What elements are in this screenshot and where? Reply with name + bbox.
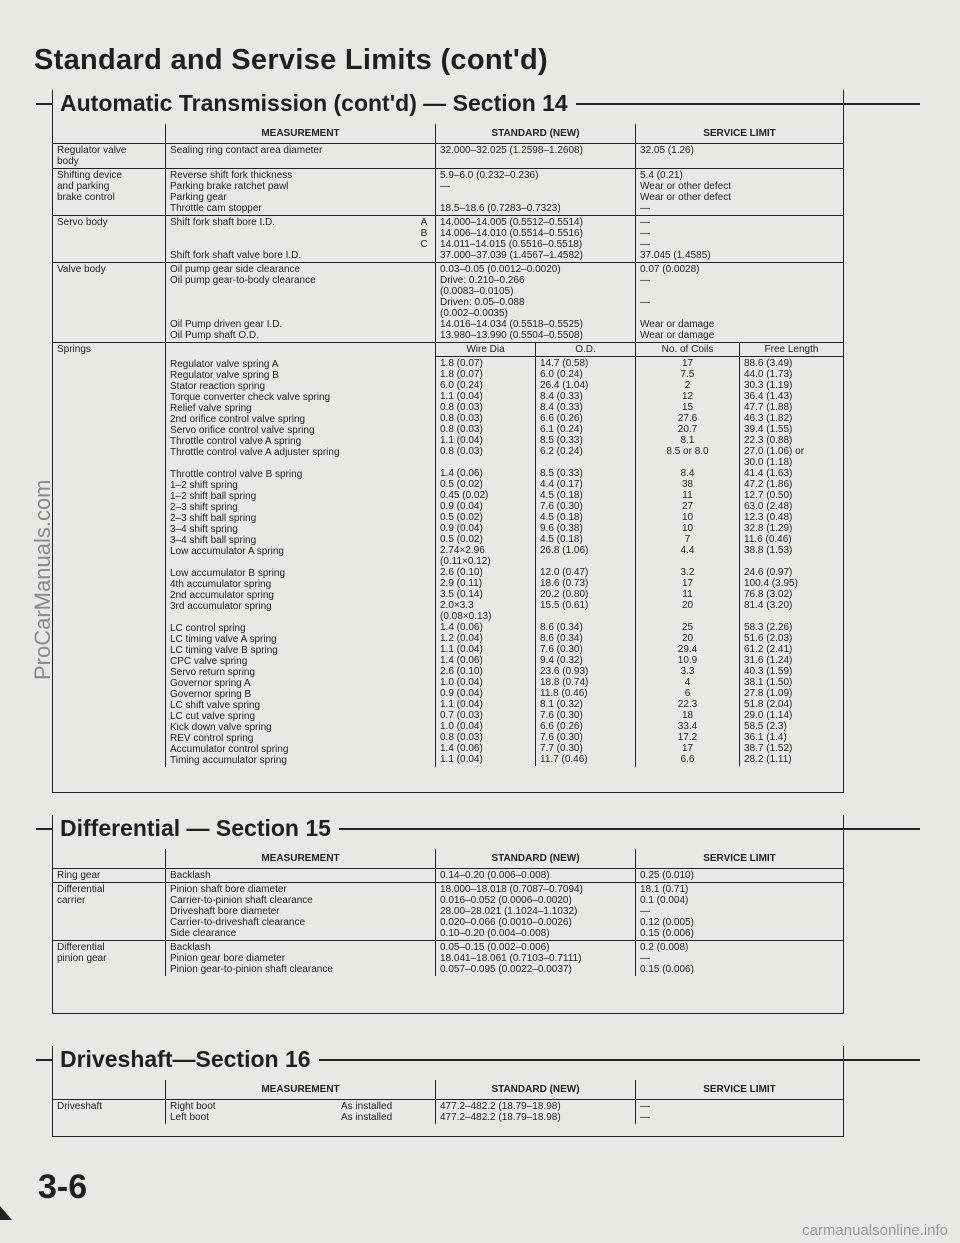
drive-table-box (52, 1080, 844, 1137)
at-table (53, 124, 843, 767)
row-standard: 18.000–18.018 (0.7087–0.7094) 0.016–0.052 (0.0006–0.0020) 28.00–28.021 (1.1024–1.1032) 0.020–0.066 (0.0010–0.0026) 0.10–0.20 (0.004–0.008) (436, 883, 636, 941)
section-title-drive: Driveshaft—Section 16 (60, 1046, 311, 1072)
springs-row (53, 343, 843, 768)
spring-coils-table (636, 343, 843, 766)
col-header-standard: STANDARD (NEW) (436, 124, 636, 144)
row-category: Regulator valve body (53, 144, 166, 169)
table-row (53, 883, 843, 941)
row-service: 0.25 (0.010) (636, 869, 844, 883)
col-header-wire: Wire Dia (436, 343, 536, 357)
col-header-measurement: MEASUREMENT (166, 849, 436, 869)
table-row (53, 941, 843, 977)
bore-letters: A B C (420, 217, 428, 250)
col-header-service: SERVICE LIMIT (636, 849, 844, 869)
spring-dims-table (436, 343, 635, 766)
watermark-bottom: carmanualsonline.info (802, 1222, 948, 1239)
section-heading-diff (36, 815, 920, 842)
table-row (53, 1100, 843, 1125)
col-header-od: O.D. (536, 343, 636, 357)
section-heading-at (36, 90, 920, 117)
row-standard: 0.14–0.20 (0.006–0.008) (436, 869, 636, 883)
diff-table (53, 849, 843, 976)
section-title-at: Automatic Transmission (cont'd) — Section 14 (60, 90, 568, 116)
row-category: Ring gear (53, 869, 166, 883)
spring-od: 14.7 (0.58) 6.0 (0.24) 26.4 (1.04) 8.4 (0.33) 8.4 (0.33) 6.6 (0.26) 6.1 (0.24) 8.5 (0.33) 6.2 (0.24) 8.5 (0.33) 4.4 (0.17) 4.5 (0.18) 7.6 (0.30) 4.5 (0.18) 9.6 (0.38) 4.5 (0.18) 26.8 (1.06) 12.0 (0.47) 18.6 (0.73) 20.2 (0.80) 15.5 (0.61) 8.6 (0.34) 8.6 (0.34) 7.6 (0.30) 9.4 (0.32) 23.6 (0.93) 18.8 (0.74) 11.8 (0.46) 8.1 (0.32) 7.6 (0.30) 6.6 (0.26) 7.6 (0.30) 7.7 (0.30) 11.7 (0.46) (540, 358, 589, 765)
row-measurement: Backlash Pinion gear bore diameter Pinion gear-to-pinion shaft clearance (166, 941, 436, 977)
page-number: 3-6 (38, 1168, 88, 1206)
at-table-box (52, 124, 844, 793)
col-header-measurement: MEASUREMENT (166, 1080, 436, 1100)
row-service: 32.05 (1.26) (636, 144, 844, 169)
row-standard: 5.9–6.0 (0.232–0.236) — 18.5–18.6 (0.7283–0.7323) (436, 169, 636, 216)
col-header-service: SERVICE LIMIT (636, 124, 844, 144)
row-standard: 477.2–482.2 (18.79–18.98) 477.2–482.2 (18.79–18.98) (436, 1100, 636, 1125)
table-row (53, 144, 843, 169)
row-standard: 0.03–0.05 (0.0012–0.0020) Drive: 0.210–0.266 (0.0083–0.0105) Driven: 0.05–0.088 (0.002–0.0035) 14.016–14.034 (0.5518–0.5525) 13.980–13.990 (0.5504–0.5508) (436, 263, 636, 343)
row-standard: 32.000–32.025 (1.2598–1.2608) (436, 144, 636, 169)
row-standard: 0.05–0.15 (0.002–0.006) 18.041–18.061 (0.7103–0.7111) 0.057–0.095 (0.0022–0.0037) (436, 941, 636, 977)
row-measurement: Oil pump gear side clearance Oil pump gear-to-body clearance Oil Pump driven gear I.D. Oil Pump shaft O.D. (166, 263, 436, 343)
section-title-diff: Differential — Section 15 (60, 815, 331, 841)
col-header-service: SERVICE LIMIT (636, 1080, 844, 1100)
row-measurement: Backlash (166, 869, 436, 883)
row-category: Differential carrier (53, 883, 166, 941)
spring-coils: 17 7.5 2 12 15 27.6 20.7 8.1 8.5 or 8.0 8.4 38 11 27 10 10 7 4.4 3.2 17 11 20 25 20 29.4 10.9 3.3 4 6 22.3 18 33.4 17.2 17 6.6 (636, 357, 740, 767)
row-category: Driveshaft (53, 1100, 166, 1125)
row-measurement: Right boot Left boot (170, 1101, 216, 1123)
table-row (53, 263, 843, 343)
row-measurement: Pinion shaft bore diameter Carrier-to-pinion shaft clearance Driveshaft bore diameter Carrier-to-driveshaft clearance Side clearance (166, 883, 436, 941)
row-standard: 14.000–14.005 (0.5512–0.5514) 14.006–14.010 (0.5514–0.5516) 14.011–14.015 (0.5516–0.5518) 37.000–37.039 (1.4567–1.4582) (436, 216, 636, 263)
row-service: 0.07 (0.0028) — — Wear or damage Wear or damage (636, 263, 844, 343)
watermark-left: ProCarManuals.com (30, 479, 55, 680)
row-service: 18.1 (0.71) 0.1 (0.004) — 0.12 (0.005) 0.15 (0.006) (636, 883, 844, 941)
row-service: 5.4 (0.21) Wear or other defect Wear or other defect — (636, 169, 844, 216)
col-header-standard: STANDARD (NEW) (436, 849, 636, 869)
table-row (53, 869, 843, 883)
drive-table (53, 1080, 843, 1124)
diff-table-box (52, 849, 844, 1014)
row-service: — — (640, 1101, 650, 1123)
spring-wire-dia: 1.8 (0.07) 1.8 (0.07) 6.0 (0.24) 1.1 (0.04) 0.8 (0.03) 0.8 (0.03) 0.8 (0.03) 1.1 (0.04) 0.8 (0.03) 1.4 (0.06) 0.5 (0.02) 0.45 (0.02) 0.9 (0.04) 0.5 (0.02) 0.9 (0.04) 0.5 (0.02) 2.74×2.96 (0.11×0.12) 2.6 (0.10) 2.9 (0.11) 3.5 (0.14) 2.0×3.3 (0.08×0.13) 1.4 (0.06) 1.2 (0.04) 1.1 (0.04) 1.4 (0.06) 2.6 (0.10) 1.0 (0.04) 0.9 (0.04) 1.1 (0.04) 0.7 (0.03) 1.0 (0.04) 0.8 (0.03) 1.4 (0.06) 1.1 (0.04) (436, 357, 536, 767)
page-title: Standard and Servise Limits (cont'd) (34, 44, 549, 76)
col-header-measurement: MEASUREMENT (166, 124, 436, 144)
corner-mark (0, 1206, 12, 1220)
at-header-row (53, 124, 843, 144)
col-header-coils: No. of Coils (636, 343, 740, 357)
row-category: Springs (53, 343, 166, 768)
row-condition: As installed As installed (341, 1101, 393, 1123)
section-heading-drive (36, 1046, 920, 1073)
spring-names: Regulator valve spring A Regulator valve spring B Stator reaction spring Torque converter check valve spring Relief valve spring 2nd orifice control valve spring Servo orifice control valve spring Throttle control valve A spring Throttle control valve A adjuster spring Throttle control valve B spring 1–2 shift spring 1–2 shift ball spring 2–3 shift spring 2–3 shift ball spring 3–4 shift spring 3–4 shift ball spring Low accumulator A spring Low accumulator B spring 4th accumulator spring 2nd accumulator spring 3rd accumulator spring LC control spring LC timing valve A spring LC timing valve B spring CPC valve spring Servo return spring Governor spring A Governor spring B LC shift valve spring LC cut valve spring Kick down valve spring REV control spring Accumulator control spring Timing accumulator spring (166, 343, 436, 768)
row-category: Differential pinion gear (53, 941, 166, 977)
col-header-standard: STANDARD (NEW) (436, 1080, 636, 1100)
table-row (53, 216, 843, 263)
row-measurement: Reverse shift fork thickness Parking brake ratchet pawl Parking gear Throttle cam stopper (166, 169, 436, 216)
col-header-free-length: Free Length (740, 343, 844, 357)
row-measurement: Shift fork shaft bore I.D. Shift fork shaft valve bore I.D. (170, 217, 302, 261)
row-category: Shifting device and parking brake control (53, 169, 166, 216)
row-service: — — — 37.045 (1.4585) (636, 216, 844, 263)
row-category: Valve body (53, 263, 166, 343)
spring-free-length: 88.6 (3.49) 44.0 (1.73) 30.3 (1.19) 36.4 (1.43) 47.7 (1.88) 46.3 (1.82) 39.4 (1.55) 22.3 (0.88) 27.0 (1.06) or 30.0 (1.18) 41.4 (1.63) 47.2 (1.86) 12.7 (0.50) 63.0 (2.48) 12.3 (0.48) 32.8 (1.29) 11.6 (0.46) 38.8 (1.53) 24.6 (0.97) 100.4 (3.95) 76.8 (3.02) 81.4 (3.20) 58.3 (2.26) 51.6 (2.03) 61.2 (2.41) 31.6 (1.24) 40.3 (1.59) 38.1 (1.50) 27.8 (1.09) 51.8 (2.04) 29.0 (1.14) 58.5 (2.3) 36.1 (1.4) 38.7 (1.52) 28.2 (1.11) (744, 358, 805, 765)
row-category: Servo body (53, 216, 166, 263)
row-service: 0.2 (0.008) — 0.15 (0.006) (640, 942, 694, 975)
row-measurement: Sealing ring contact area diameter (166, 144, 436, 169)
table-row (53, 169, 843, 216)
